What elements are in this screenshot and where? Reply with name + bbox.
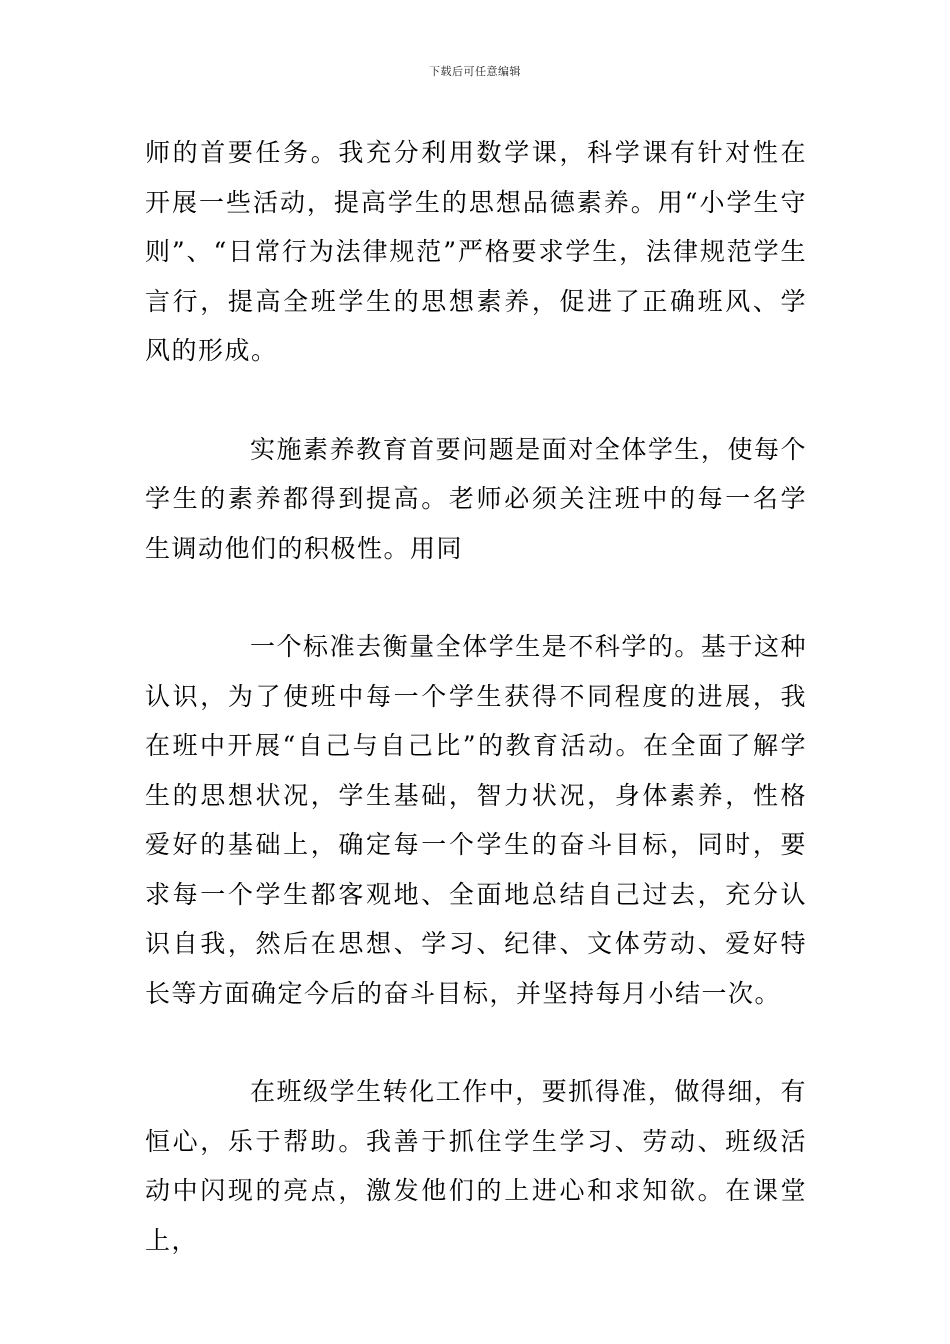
document-body	[145, 128, 807, 1265]
page-header: 下载后可任意编辑	[429, 65, 521, 78]
paragraph-3: 一个标准去衡量全体学生是不科学的。基于这种认识，为了使班中每一个学生获得不同程度的进展，我在班中开展“自己与自己比”的教育活动。在全面了解学生的思想状况，学生基础，智力状况，身体素养，性格爱好的基础上，确定每一个学生的奋斗目标，同时，要求每一个学生都客观地、全面地总结自己过去，充分认识自我，然后在思想、学习、纪律、文体劳动、爱好特长等方面确定今后的奋斗目标，并坚持每月小结一次。	[145, 632, 807, 1008]
paragraph-4: 在班级学生转化工作中，要抓得准，做得细，有恒心，乐于帮助。我善于抓住学生学习、劳动、班级活动中闪现的亮点，激发他们的上进心和求知欲。在课堂上，	[145, 1077, 807, 1255]
paragraph-1: 师的首要任务。我充分利用数学课，科学课有针对性在开展一些活动，提高学生的思想品德素养。用“小学生守则”、“日常行为法律规范”严格要求学生，法律规范学生言行，提高全班学生的思想素养，促进了正确班风、学风的形成。	[145, 138, 807, 365]
paragraph-2: 实施素养教育首要问题是面对全体学生，使每个学生的素养都得到提高。老师必须关注班中的每一名学生调动他们的积极性。用同	[145, 434, 807, 563]
